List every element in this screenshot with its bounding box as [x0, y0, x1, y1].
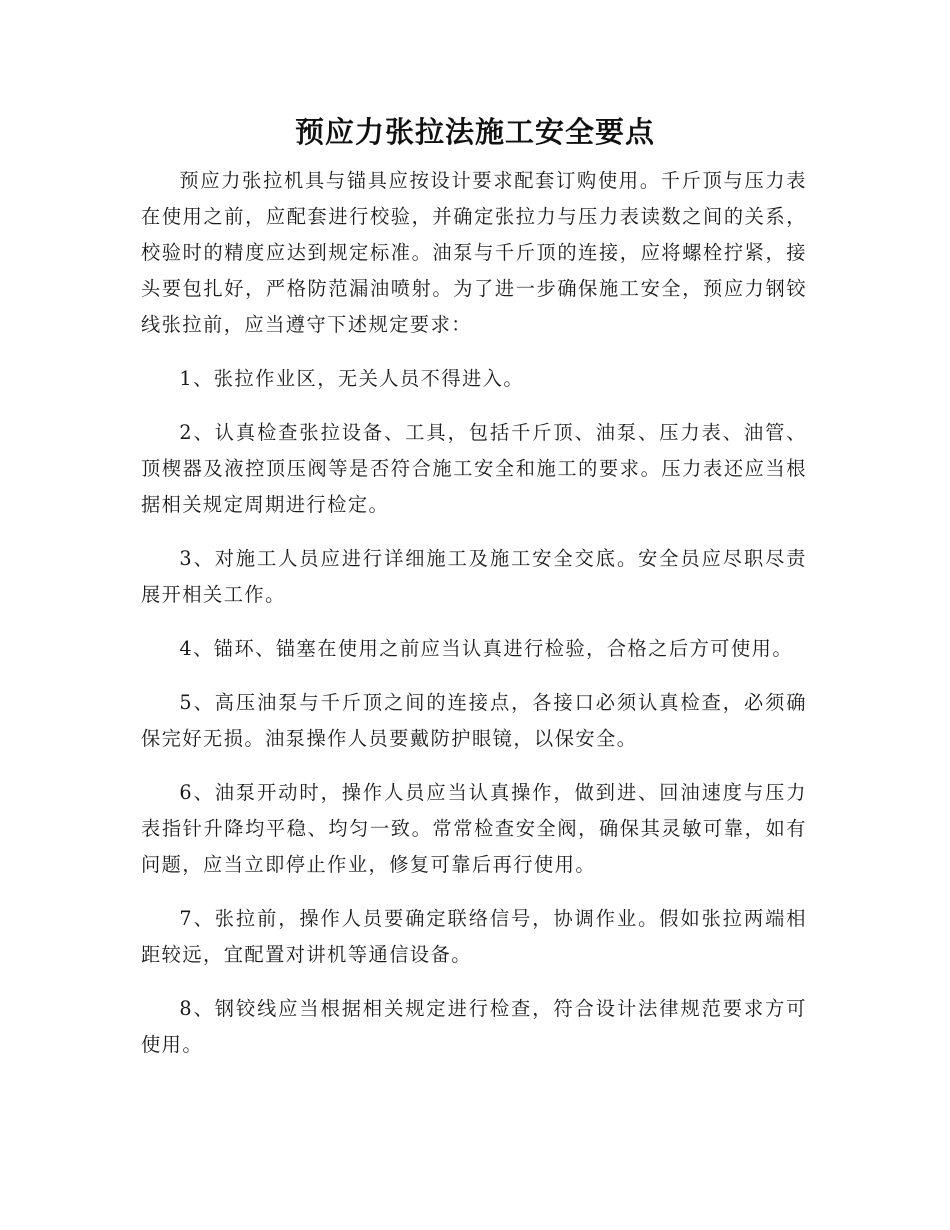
rule-item-8: 8、钢铰线应当根据相关规定进行检查，符合设计法律规范要求方可使用。	[141, 997, 807, 1056]
document-body	[141, 163, 807, 1081]
rule-item-7: 7、张拉前，操作人员要确定联络信号，协调作业。假如张拉两端相距较远，宜配置对讲机等通信设备。	[141, 907, 807, 966]
intro-paragraph: 预应力张拉机具与锚具应按设计要求配套订购使用。千斤顶与压力表在使用之前，应配套进行校验，并确定张拉力与压力表读数之间的关系，校验时的精度应达到规定标准。油泵与千斤顶的连接，应将螺栓拧紧，接头要包扎好，严格防范漏油喷射。为了进一步确保施工安全，预应力钢铰线张拉前，应当遵守下述规定要求：	[141, 169, 807, 336]
rule-item-1: 1、张拉作业区，无关人员不得进入。	[179, 367, 525, 390]
rule-item-3: 3、对施工人员应进行详细施工及施工安全交底。安全员应尽职尽责展开相关工作。	[141, 547, 807, 606]
rule-item-4: 4、锚环、锚塞在使用之前应当认真进行检验，合格之后方可使用。	[179, 637, 794, 660]
rule-item-2: 2、认真检查张拉设备、工具，包括千斤顶、油泵、压力表、油管、顶楔器及液控顶压阀等是否符合施工安全和施工的要求。压力表还应当根据相关规定周期进行检定。	[141, 421, 807, 516]
document-title: 预应力张拉法施工安全要点	[294, 115, 655, 149]
rule-item-6: 6、油泵开动时，操作人员应当认真操作，做到进、回油速度与压力表指针升降均平稳、均匀一致。常常检查安全阀，确保其灵敏可靠，如有问题，应当立即停止作业，修复可靠后再行使用。	[141, 781, 807, 876]
rule-item-5: 5、高压油泵与千斤顶之间的连接点，各接口必须认真检查，必须确保完好无损。油泵操作人员要戴防护眼镜，以保安全。	[141, 691, 807, 750]
